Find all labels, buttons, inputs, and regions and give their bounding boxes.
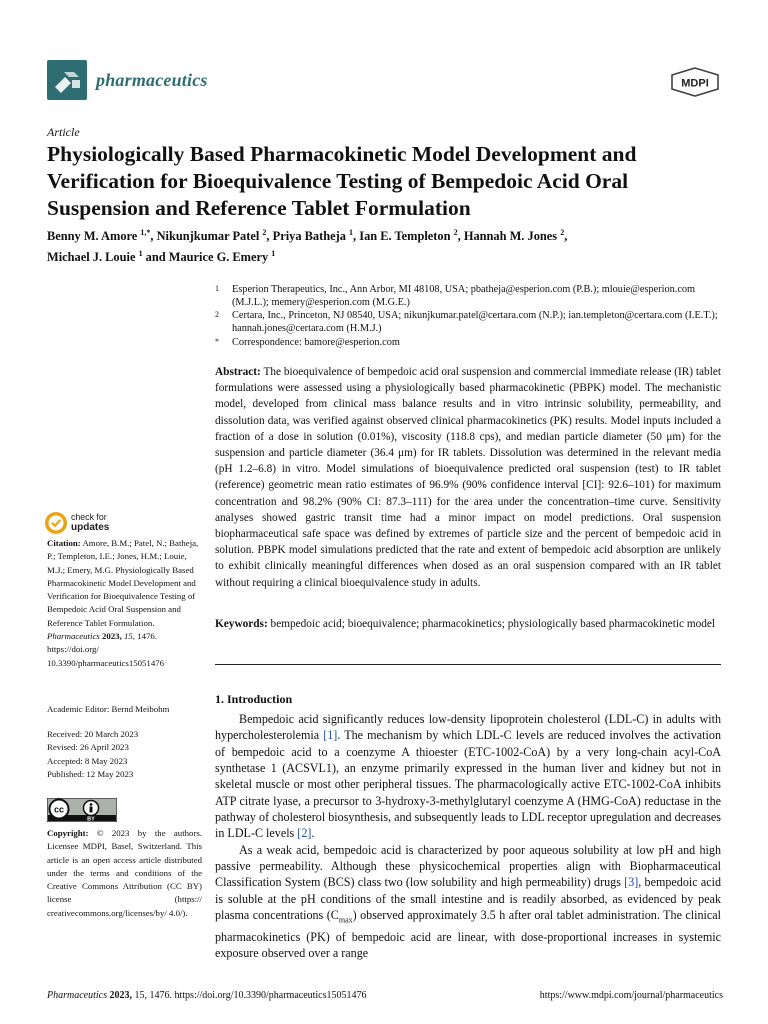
author-affiliation-sup: 2 [262, 228, 267, 237]
journal-name[interactable]: pharmaceutics [96, 70, 208, 90]
paragraph-text: . The mechanism by which LDL-C levels are reduced involves the activation of bempedoic acid to a coenzyme A thioester (ETC-1002-CoA) by a very long-chain acyl-CoA synthetase 1 (ACSVL1), an enzyme primarily expressed in the human liver and kidney but not in skeletal muscle or most other peripheral tissues. The pharmacologically active ETC-1002-CoA inhibits ATP citrate lyase, a precursor to 3-hydroxy-3-methylglutaryl coenzyme A (HMG-CoA) reductase in the pathway of cholesterol biosynthesis, and subsequently leads to LDL receptor upregulation and decreases in LDL-C levels [215, 728, 721, 841]
paragraph-text: . [311, 826, 315, 841]
affiliation-number: * [215, 337, 219, 346]
check-for-updates-icon [44, 511, 68, 535]
affiliation-1 [215, 283, 725, 310]
mdpi-logo-text: MDPI [681, 77, 709, 90]
abstract-label: Abstract: [215, 366, 261, 378]
paragraph-text: , bempedoic acid is soluble at the pH conditions of the small intestine and is readily absorbed, as evidenced by peak plasma concentrations (C [215, 875, 721, 923]
footer-journal-url[interactable]: https://www.mdpi.com/journal/pharmaceutics [539, 990, 723, 1001]
abstract [215, 364, 721, 591]
affiliation-2 [215, 309, 725, 336]
author[interactable]: Priya Batheja [272, 229, 346, 244]
article-title: Physiologically Based Pharmacokinetic Model Development and Verification for Bioequivalence Testing of Bempedoic Acid Oral Suspension and Reference Tablet Formulation [47, 142, 637, 220]
subscript: max [338, 915, 353, 925]
affiliation-number: 2 [215, 310, 219, 319]
check-updates-line2: updates [71, 521, 110, 533]
page-footer [47, 990, 723, 1001]
citation-block [47, 537, 202, 670]
citation-journal: Pharmaceutics [47, 631, 100, 642]
check-for-updates-button[interactable] [44, 511, 124, 535]
article-type: Article [47, 125, 80, 139]
section-divider [215, 664, 721, 665]
cc-by-text: BY [87, 816, 95, 822]
keywords [215, 616, 721, 632]
cc-by-license-icon[interactable] [47, 798, 117, 822]
paragraph-text: Bempedoic acid significantly reduces low-density lipoprotein cholesterol (LDL-C) in adults with hypercholesterolemia [215, 712, 721, 743]
paragraph-text: As a weak acid, bempedoic acid is characterized by poor aqueous solubility at low pH and high passive permeability. Although these physicochemical properties align with Biopharmaceutical Classification System (BCS) class two (low solubility and high permeability) drugs [215, 842, 721, 890]
correspondence-text: Correspondence: bamore@esperion.com [232, 337, 400, 348]
paragraph [215, 711, 721, 842]
footer-year: 2023, [109, 990, 132, 1001]
author[interactable]: Michael J. Louie [47, 250, 136, 265]
citation-label: Citation: [47, 538, 81, 548]
citation-link[interactable]: [1] [323, 728, 338, 743]
citation-link[interactable]: [2] [297, 826, 312, 841]
author[interactable]: Maurice G. Emery [168, 250, 269, 265]
author-affiliation-sup: 1 [138, 249, 143, 259]
citation-year: 2023, [101, 631, 122, 642]
section-heading: 1. Introduction [215, 692, 293, 706]
date-revised: Revised: 26 April 2023 [47, 742, 129, 753]
keywords-text: bempedoic acid; bioequivalence; pharmacokinetics; physiologically based pharmacokinetic model [270, 618, 716, 630]
correspondence [215, 336, 725, 349]
citation-link[interactable]: [3] [624, 875, 639, 890]
copyright-text: © 2023 by the authors. Licensee MDPI, Basel, Switzerland. This article is an open access article distributed under the terms and conditions of the Creative Commons Attribution (CC BY) license (https:// creativecommons.org/licenses/by/ 4.0/). [47, 828, 202, 918]
pharmaceutics-logo-icon[interactable] [47, 60, 87, 100]
copyright-block [47, 827, 202, 920]
check-for-updates-label [71, 513, 109, 532]
author[interactable]: Ian E. Templeton [359, 229, 451, 244]
date-published: Published: 12 May 2023 [47, 768, 134, 779]
author-affiliation-sup: 2 [453, 228, 458, 237]
author-affiliation-sup: 2 [560, 228, 565, 237]
author[interactable]: Nikunjkumar Patel [156, 229, 260, 244]
academic-editor: Academic Editor: Bernd Meibohm [47, 704, 170, 714]
date-received: Received: 20 March 2023 [47, 729, 139, 739]
author-affiliation-sup: 1 [271, 249, 276, 259]
svg-text:cc: cc [53, 804, 65, 815]
abstract-text: The bioequivalence of bempedoic acid oral suspension and commercial immediate release (IR) tablet formulations were assessed using a physiologically based pharmacokinetic (PBPK) model. The mechanistic model, developed from clinical mass balance results and in vitro intrinsic solubility, permeability, and dissolution data, was verified against observed clinical pharmacokinetics (PK) results. Model inputs included a fraction of a dose in solution (0.01%), viscosity (118.8 cps), and median particle diameter (50 μm) for the suspension and particle diameter (36.4 μm) for IR tablets. Dissolution was determined in the relevant media (pH 1.2–6.8) in vitro. Model simulations of bioequivalence predicted oral suspension (test) to IR tablet (reference) geometric mean ratio estimates of 96.9% (90% confidence interval [CI]: 92.6–101) for maximum concentration and 98.2% (90% CI: 87.3–111) for the area under the concentration–time curve. Sensitivity analyses showed gastric transit time had a minor impact on model predictions. Oral suspension biopharmaceutical safe space was defined by extremes of particle size and the percent of bempedoic acid in solution. PBPK model simulations predicted that the rate and extent of bempedoic acid absorption are unlikely to exhibit clinically meaningful differences when dosed as an oral suspension compared with an IR tablet without requiring a clinical bioequivalence study in adults. [215, 366, 721, 589]
affiliation-text: Certara, Inc., Princeton, NJ 08540, USA; nikunjkumar.patel@certara.com (N.P.); ian.templeton@certara.com (I.E.T.); hannah.jones@certara.com (H.M.J.) [232, 310, 718, 335]
keywords-label: Keywords: [215, 618, 268, 630]
check-updates-line1: check for [71, 512, 107, 522]
author-affiliation-sup: 1 [349, 228, 354, 237]
citation-doi-link[interactable]: 1476. https://doi.org/ 10.3390/pharmaceutics15051476 [47, 631, 165, 668]
footer-journal: Pharmaceutics [47, 990, 107, 1001]
citation-text: Amore, B.M.; Patel, N.; Batheja, P.; Templeton, I.E.; Jones, H.M.; Louie, M.J.; Emery, M.G. Physiologically Based Pharmacokinetic Model Development and Verification for Bioequivalence Testing of Bempedoic Acid Oral Suspension and Reference Tablet Formulation. [47, 538, 199, 628]
citation-volume: 15, [123, 631, 135, 642]
author-affiliation-sup: 1,* [140, 228, 151, 237]
publication-dates [47, 728, 202, 781]
author[interactable]: Hannah M. Jones [463, 229, 558, 244]
paragraph-text: ) observed approximately 3.5 h after oral tablet administration. The clinical pharmacokinetics (PK) of bempedoic acid are linear, with dose-proportional increases in systemic exposure observed over a range [215, 908, 722, 961]
copyright-label: Copyright: [47, 828, 89, 838]
journal-header [47, 60, 721, 104]
date-accepted: Accepted: 8 May 2023 [47, 755, 128, 766]
mdpi-logo-icon[interactable] [669, 67, 721, 97]
introduction-body [215, 711, 721, 962]
paragraph [215, 842, 721, 962]
author[interactable]: Benny M. Amore [47, 229, 138, 244]
affiliation-text: Esperion Therapeutics, Inc., Ann Arbor, MI 48108, USA; pbatheja@esperion.com (P.B.); mlouie@esperion.com (M.J.L.); memery@esperion.com (M.G.E.) [232, 284, 696, 309]
affiliation-number: 1 [215, 284, 219, 293]
footer-doi-link[interactable]: 15, 1476. https://doi.org/10.3390/pharmaceutics15051476 [134, 990, 367, 1001]
author-list: Benny M. Amore $^{1,*}$, Nikunjkumar Patel $^2$, Priya Batheja $^1$, Ian E. Templeton $^2$, Hannah M. Jones $^2$, Michael J. Louie $^1$ and Maurice G. Emery $^1$ [47, 228, 568, 265]
